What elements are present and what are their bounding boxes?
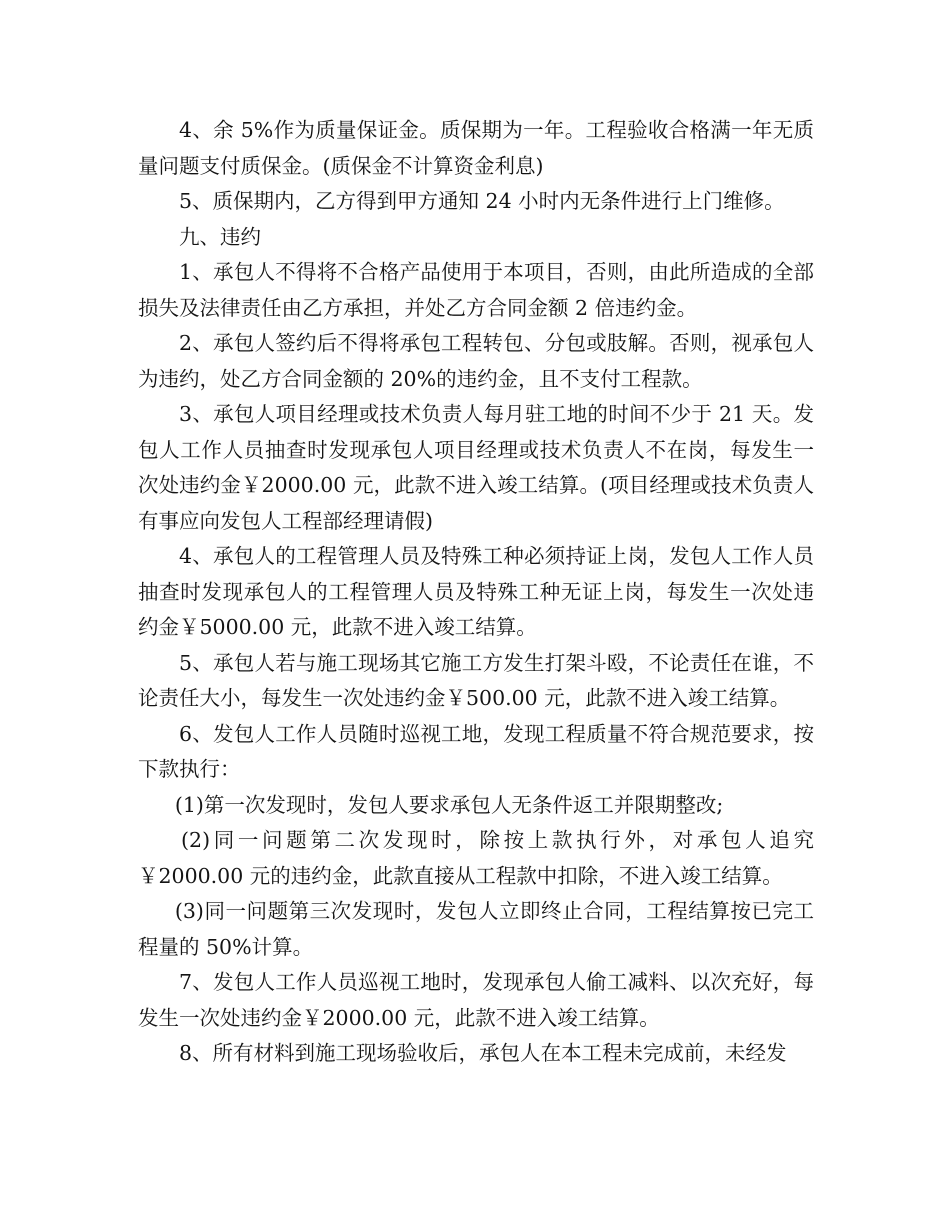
- clause-4-retention: 4、余 5%作为质量保证金。质保期为一年。工程验收合格满一年无质量问题支付质保金。(质保金不计算资金利息): [138, 118, 814, 178]
- breach-clause-5: 5、承包人若与施工现场其它施工方发生打架斗殴，不论责任在谁，不论责任大小，每发生一次处违约金￥500.00 元，此款不进入竣工结算。: [138, 650, 814, 710]
- breach-clause-7: 7、发包人工作人员巡视工地时，发现承包人偷工减料、以次充好，每发生一次处违约金￥2000.00 元，此款不进入竣工结算。: [138, 970, 814, 1030]
- breach-clause-6-sub-3: (3)同一问题第三次发现时，发包人立即终止合同，工程结算按已完工程量的 50%计算。: [138, 899, 814, 959]
- breach-clause-2: 2、承包人签约后不得将承包工程转包、分包或肢解。否则，视承包人为违约，处乙方合同金额的 20%的违约金，且不支付工程款。: [138, 331, 814, 391]
- breach-clause-4: 4、承包人的工程管理人员及特殊工种必须持证上岗，发包人工作人员抽查时发现承包人的工程管理人员及特殊工种无证上岗，每发生一次处违约金￥5000.00 元，此款不进入竣工结算。: [138, 544, 814, 639]
- breach-clause-8: 8、所有材料到施工现场验收后，承包人在本工程未完成前，未经发: [179, 1041, 787, 1065]
- breach-clause-6: 6、发包人工作人员随时巡视工地，发现工程质量不符合规范要求，按下款执行：: [138, 721, 814, 781]
- breach-clause-6-sub-1: (1)第一次发现时，发包人要求承包人无条件返工并限期整改;: [174, 792, 724, 817]
- document-body: [138, 113, 814, 1072]
- section-heading-breach: 九、违约: [179, 224, 261, 249]
- clause-5-warranty-repair: 5、质保期内，乙方得到甲方通知 24 小时内无条件进行上门维修。: [179, 189, 785, 213]
- breach-clause-1: 1、承包人不得将不合格产品使用于本项目，否则，由此所造成的全部损失及法律责任由乙方承担，并处乙方合同金额 2 倍违约金。: [138, 260, 814, 320]
- breach-clause-3: 3、承包人项目经理或技术负责人每月驻工地的时间不少于 21 天。发包人工作人员抽查时发现承包人项目经理或技术负责人不在岗，每发生一次处违约金￥2000.00 元，此款不进入竣工结算。(项目经理或技术负责人有事应向发包人工程部经理请假): [138, 402, 814, 533]
- breach-clause-6-sub-2: (2)同一问题第二次发现时，除按上款执行外，对承包人追究￥2000.00 元的违约金，此款直接从工程款中扣除，不进入竣工结算。: [138, 828, 814, 888]
